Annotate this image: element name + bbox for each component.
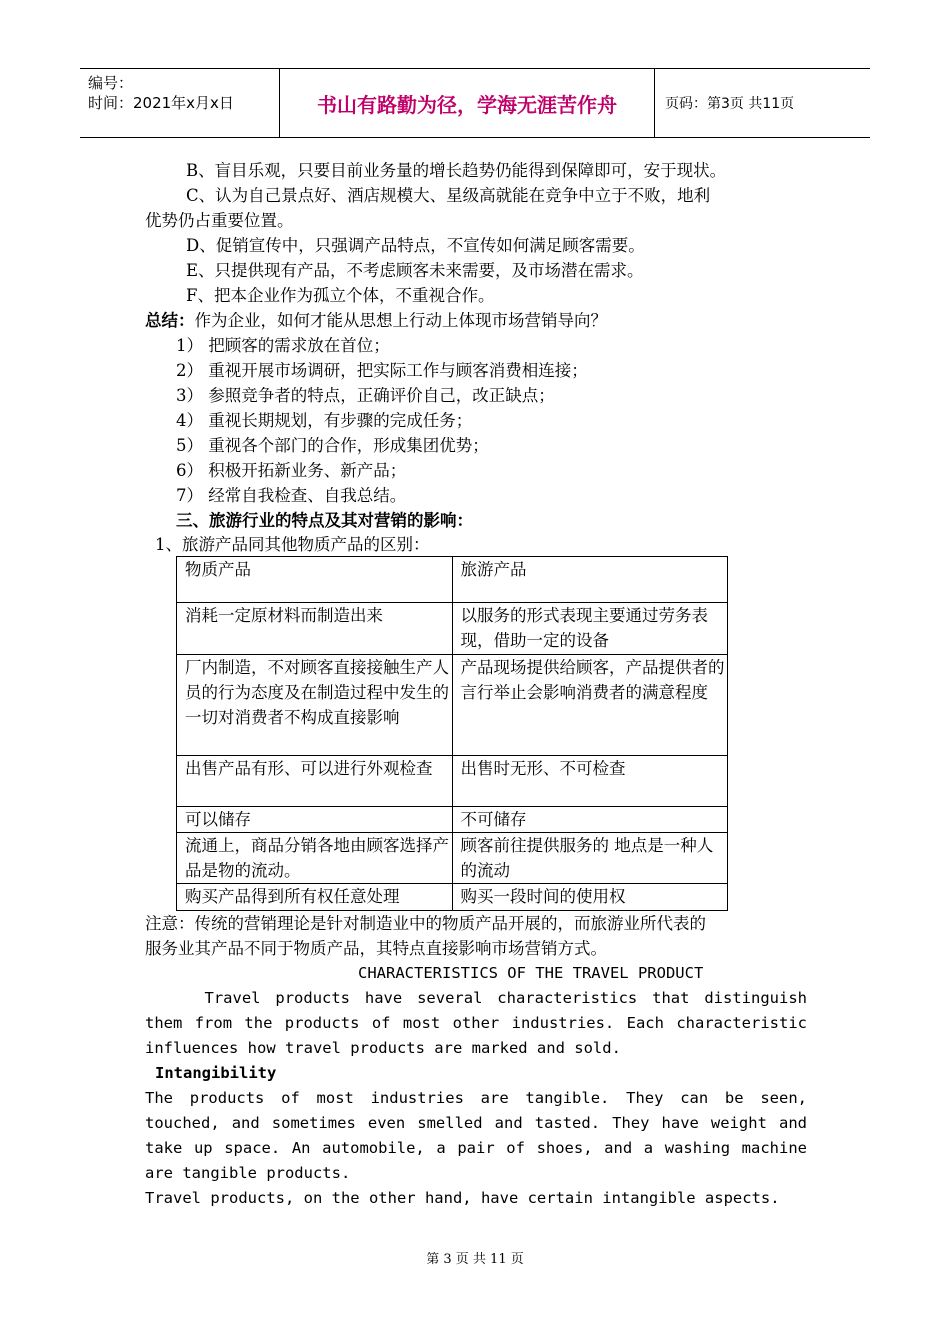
body-line: B、盲目乐观，只要目前业务量的增长趋势仍能得到保障即可，安于现状。 xyxy=(186,161,727,180)
summary-question: 作为企业，如何才能从思想上行动上体现市场营销导向？ xyxy=(194,311,607,330)
english-para-line: are tangible products. xyxy=(145,1164,351,1182)
summary-line xyxy=(145,308,607,333)
header-meta xyxy=(80,69,280,137)
english-intro-line: them from the products of most other industries. Each characteristic xyxy=(145,1014,807,1032)
table-cell: 产品现场提供给顾客，产品提供者的言行举止会影响消费者的满意程度 xyxy=(452,655,728,756)
english-title: CHARACTERISTICS OF THE TRAVEL PRODUCT xyxy=(358,964,704,982)
section-title: 三、旅游行业的特点及其对营销的影响： xyxy=(176,511,473,530)
english-intro-line: influences how travel products are marked and sold. xyxy=(145,1039,621,1057)
body-line: D、促销宣传中，只强调产品特点，不宣传如何满足顾客需要。 xyxy=(186,236,645,255)
page-footer: 第 3 页 共 11 页 xyxy=(426,1252,524,1267)
table-cell: 顾客前往提供服务的 地点是一种人的流动 xyxy=(452,833,728,884)
english-para-line: Travel products, on the other hand, have certain intangible aspects. xyxy=(145,1189,780,1207)
table-row xyxy=(177,655,728,756)
summary-item: 5） 重视各个部门的合作，形成集团优势； xyxy=(176,436,489,455)
table-cell: 厂内制造，不对顾客直接接触生产人员的行为态度及在制造过程中发生的一切对消费者不构成直接影响 xyxy=(177,655,453,756)
number-label: 编号： xyxy=(88,74,134,92)
table-cell: 出售时无形、不可检查 xyxy=(452,756,728,807)
table-cell: 出售产品有形、可以进行外观检查 xyxy=(177,756,453,807)
body-line: 优势仍占重要位置。 xyxy=(145,211,294,230)
english-para-line: The products of most industries are tangible. They can be seen, xyxy=(145,1089,807,1107)
page-header xyxy=(80,68,870,138)
note-line: 注意：传统的营销理论是针对制造业中的物质产品开展的，而旅游业所代表的 xyxy=(145,914,706,933)
table-cell: 可以储存 xyxy=(177,807,453,833)
table-cell: 不可储存 xyxy=(452,807,728,833)
comparison-table xyxy=(176,556,728,911)
table-row xyxy=(177,603,728,655)
table-cell: 消耗一定原材料而制造出来 xyxy=(177,603,453,655)
table-cell: 购买产品得到所有权任意处理 xyxy=(177,884,453,911)
summary-item: 3） 参照竞争者的特点，正确评价自己，改正缺点； xyxy=(176,386,555,405)
table-header-cell: 旅游产品 xyxy=(452,557,728,603)
table-header-row xyxy=(177,557,728,603)
table-row xyxy=(177,756,728,807)
table-header-cell: 物质产品 xyxy=(177,557,453,603)
body-line: F、把本企业作为孤立个体，不重视合作。 xyxy=(186,286,495,305)
summary-item: 6） 积极开拓新业务、新产品； xyxy=(176,461,407,480)
body-line: E、只提供现有产品，不考虑顾客未来需要，及市场潜在需求。 xyxy=(186,261,644,280)
date-label: 时间：2021年x月x日 xyxy=(88,94,234,112)
table-row xyxy=(177,884,728,911)
table-row xyxy=(177,807,728,833)
header-motto: 书山有路勤为径，学海无涯苦作舟 xyxy=(280,69,655,137)
subsection-title: 1、旅游产品同其他物质产品的区别： xyxy=(155,535,430,554)
summary-item: 4） 重视长期规划，有步骤的完成任务； xyxy=(176,411,473,430)
english-para-line: take up space. An automobile, a pair of shoes, and a washing machine xyxy=(145,1139,807,1157)
summary-item: 1） 把顾客的需求放在首位； xyxy=(176,336,390,355)
summary-item: 2） 重视开展市场调研，把实际工作与顾客消费相连接； xyxy=(176,361,588,380)
body-line: C、认为自己景点好、酒店规模大、星级高就能在竞争中立于不败，地利 xyxy=(186,186,711,205)
table-cell: 以服务的形式表现主要通过劳务表现，借助一定的设备 xyxy=(452,603,728,655)
english-para-line: touched, and sometimes even smelled and tasted. They have weight and xyxy=(145,1114,807,1132)
table-row xyxy=(177,833,728,884)
english-intro-line: Travel products have several characteristics that distinguish xyxy=(145,989,807,1007)
note-line: 服务业其产品不同于物质产品，其特点直接影响市场营销方式。 xyxy=(145,939,607,958)
table-cell: 购买一段时间的使用权 xyxy=(452,884,728,911)
summary-label: 总结： xyxy=(145,311,195,330)
table-cell: 流通上，商品分销各地由顾客选择产品是物的流动。 xyxy=(177,833,453,884)
summary-item: 7） 经常自我检查、自我总结。 xyxy=(176,486,407,505)
header-page-label: 页码：第3页 共11页 xyxy=(665,96,795,112)
english-subheading: Intangibility xyxy=(155,1064,277,1082)
